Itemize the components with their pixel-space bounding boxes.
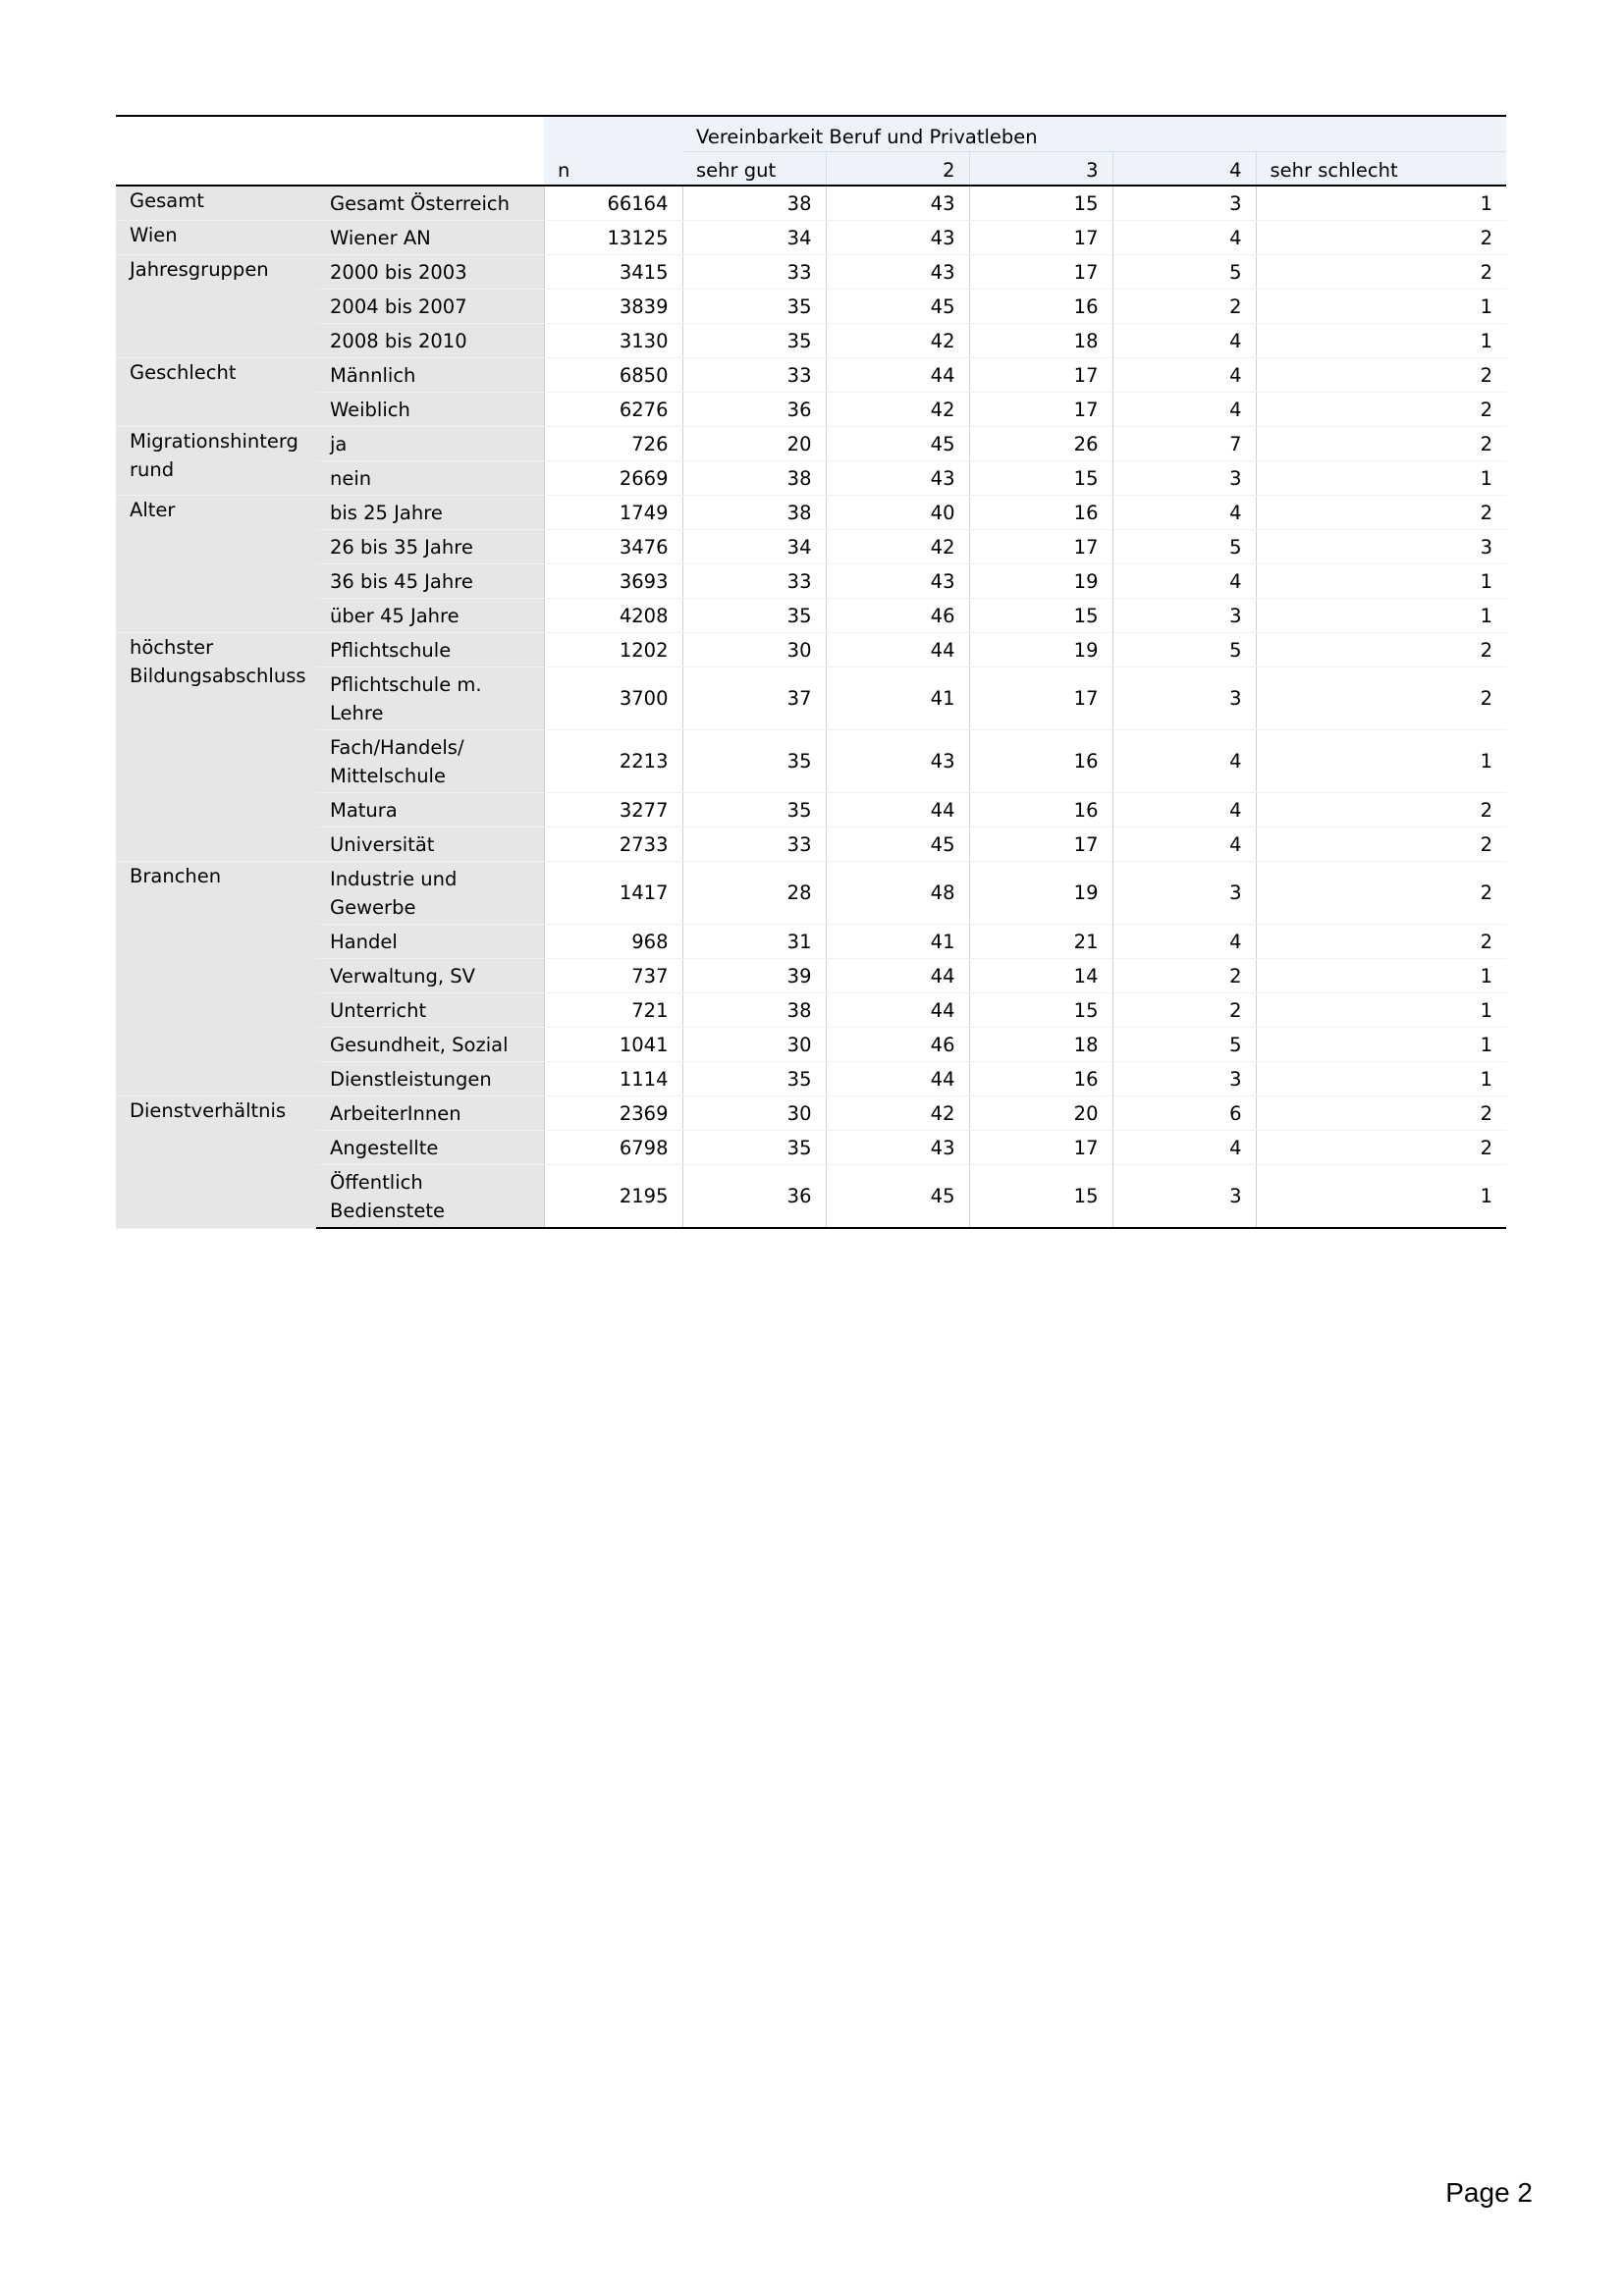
- cell-value: 18: [969, 324, 1112, 358]
- cell-value: 5: [1112, 530, 1256, 564]
- cell-value: 35: [682, 793, 826, 828]
- row-label: 2008 bis 2010: [316, 324, 544, 358]
- cell-value: 17: [969, 1131, 1112, 1165]
- row-label: bis 25 Jahre: [316, 496, 544, 530]
- row-label: Angestellte: [316, 1131, 544, 1165]
- cell-value: 15: [969, 461, 1112, 496]
- table-row: [116, 599, 1506, 633]
- cell-n: 4208: [544, 599, 682, 633]
- cell-n: 1417: [544, 862, 682, 925]
- cell-value: 2: [1256, 358, 1506, 393]
- page-number: Page 2: [1445, 2177, 1533, 2208]
- cell-value: 36: [682, 1165, 826, 1229]
- cell-value: 43: [826, 221, 969, 255]
- cell-value: 3: [1112, 599, 1256, 633]
- table-row: [116, 255, 1506, 290]
- cell-value: 2: [1256, 828, 1506, 862]
- table-row: [116, 358, 1506, 393]
- table-row: [116, 993, 1506, 1028]
- cell-value: 19: [969, 564, 1112, 599]
- cell-value: 39: [682, 959, 826, 993]
- cell-value: 36: [682, 393, 826, 427]
- cell-value: 4: [1112, 730, 1256, 793]
- cell-value: 14: [969, 959, 1112, 993]
- cell-value: 37: [682, 667, 826, 730]
- cell-value: 15: [969, 599, 1112, 633]
- cell-n: 1202: [544, 633, 682, 667]
- cell-value: 26: [969, 427, 1112, 461]
- table-row: [116, 530, 1506, 564]
- cell-value: 1: [1256, 1028, 1506, 1062]
- cell-value: 2: [1256, 496, 1506, 530]
- header-blank-sub-2: [316, 152, 544, 187]
- cell-value: 1: [1256, 1062, 1506, 1096]
- cell-n: 3700: [544, 667, 682, 730]
- row-label: Gesamt Österreich: [316, 186, 544, 221]
- cell-value: 42: [826, 1096, 969, 1131]
- row-group-label: Alter: [116, 496, 316, 633]
- cell-value: 35: [682, 599, 826, 633]
- cell-value: 33: [682, 564, 826, 599]
- cell-value: 17: [969, 221, 1112, 255]
- row-group-label: Jahresgruppen: [116, 255, 316, 358]
- row-label: Dienstleistungen: [316, 1062, 544, 1096]
- cell-value: 4: [1112, 828, 1256, 862]
- cell-value: 6: [1112, 1096, 1256, 1131]
- cell-n: 737: [544, 959, 682, 993]
- cell-n: 2669: [544, 461, 682, 496]
- cell-value: 38: [682, 461, 826, 496]
- cell-value: 2: [1256, 255, 1506, 290]
- cell-value: 15: [969, 1165, 1112, 1229]
- cell-value: 30: [682, 1096, 826, 1131]
- cell-n: 1041: [544, 1028, 682, 1062]
- cell-value: 1: [1256, 186, 1506, 221]
- cell-value: 38: [682, 496, 826, 530]
- cell-value: 19: [969, 633, 1112, 667]
- row-label: Verwaltung, SV: [316, 959, 544, 993]
- cell-value: 35: [682, 1062, 826, 1096]
- cell-value: 16: [969, 496, 1112, 530]
- header-blank-group: [116, 116, 316, 152]
- table-row: [116, 730, 1506, 793]
- row-group-label: Wien: [116, 221, 316, 255]
- cell-n: 2733: [544, 828, 682, 862]
- cell-value: 3: [1256, 530, 1506, 564]
- cell-value: 1: [1256, 1165, 1506, 1229]
- cell-value: 20: [969, 1096, 1112, 1131]
- cell-value: 44: [826, 993, 969, 1028]
- cell-value: 15: [969, 186, 1112, 221]
- cell-value: 17: [969, 358, 1112, 393]
- cell-value: 1: [1256, 564, 1506, 599]
- cell-value: 3: [1112, 186, 1256, 221]
- cell-value: 1: [1256, 730, 1506, 793]
- cell-value: 30: [682, 633, 826, 667]
- cell-value: 2: [1256, 393, 1506, 427]
- header-category: sehr gut: [682, 152, 826, 187]
- row-group-label: Migrationshintergrund: [116, 427, 316, 496]
- cell-value: 45: [826, 1165, 969, 1229]
- cell-value: 35: [682, 290, 826, 324]
- cell-value: 4: [1112, 221, 1256, 255]
- table-row: [116, 1062, 1506, 1096]
- cell-value: 28: [682, 862, 826, 925]
- row-label: Unterricht: [316, 993, 544, 1028]
- cell-n: 3476: [544, 530, 682, 564]
- row-label: nein: [316, 461, 544, 496]
- cell-value: 1: [1256, 959, 1506, 993]
- cell-value: 16: [969, 1062, 1112, 1096]
- cell-value: 3: [1112, 1062, 1256, 1096]
- row-group-label: Geschlecht: [116, 358, 316, 427]
- cell-value: 2: [1256, 221, 1506, 255]
- cell-value: 17: [969, 667, 1112, 730]
- cell-value: 2: [1256, 633, 1506, 667]
- cell-n: 721: [544, 993, 682, 1028]
- table-row: [116, 862, 1506, 925]
- cell-value: 44: [826, 959, 969, 993]
- cell-value: 3: [1112, 461, 1256, 496]
- table-row: [116, 1131, 1506, 1165]
- row-label: Universität: [316, 828, 544, 862]
- row-group-label: Dienstverhältnis: [116, 1096, 316, 1229]
- table-row: [116, 667, 1506, 730]
- row-label: Fach/Handels/ Mittelschule: [316, 730, 544, 793]
- cell-value: 2: [1256, 427, 1506, 461]
- cell-n: 66164: [544, 186, 682, 221]
- table-row: [116, 633, 1506, 667]
- cell-value: 35: [682, 324, 826, 358]
- cell-n: 3415: [544, 255, 682, 290]
- cell-value: 44: [826, 793, 969, 828]
- table-row: [116, 1096, 1506, 1131]
- cell-n: 3277: [544, 793, 682, 828]
- row-label: 36 bis 45 Jahre: [316, 564, 544, 599]
- table-row: [116, 186, 1506, 221]
- table-row: [116, 793, 1506, 828]
- cell-value: 42: [826, 530, 969, 564]
- cell-value: 18: [969, 1028, 1112, 1062]
- row-group-label: höchster Bildungsabschluss: [116, 633, 316, 862]
- header-blank-sub: [316, 116, 544, 152]
- cell-value: 2: [1112, 993, 1256, 1028]
- cell-value: 4: [1112, 564, 1256, 599]
- cell-value: 43: [826, 461, 969, 496]
- row-label: Weiblich: [316, 393, 544, 427]
- cell-value: 4: [1112, 496, 1256, 530]
- header-category: 3: [969, 152, 1112, 187]
- header-category: 4: [1112, 152, 1256, 187]
- cell-value: 1: [1256, 290, 1506, 324]
- cell-value: 17: [969, 530, 1112, 564]
- cell-n: 6276: [544, 393, 682, 427]
- table-row: [116, 393, 1506, 427]
- header-category: 2: [826, 152, 969, 187]
- cell-value: 40: [826, 496, 969, 530]
- cell-value: 4: [1112, 1131, 1256, 1165]
- cell-value: 17: [969, 828, 1112, 862]
- cell-value: 16: [969, 290, 1112, 324]
- cell-n: 2213: [544, 730, 682, 793]
- table-row: [116, 828, 1506, 862]
- table-row: [116, 959, 1506, 993]
- row-label: Gesundheit, Sozial: [316, 1028, 544, 1062]
- cell-value: 45: [826, 828, 969, 862]
- cell-value: 5: [1112, 255, 1256, 290]
- cell-n: 6850: [544, 358, 682, 393]
- row-label: Matura: [316, 793, 544, 828]
- cell-value: 38: [682, 186, 826, 221]
- row-label: Industrie und Gewerbe: [316, 862, 544, 925]
- row-label: ArbeiterInnen: [316, 1096, 544, 1131]
- cell-value: 3: [1112, 667, 1256, 730]
- row-label: Pflichtschule: [316, 633, 544, 667]
- table-body: [116, 186, 1506, 1228]
- cell-value: 16: [969, 793, 1112, 828]
- header-n: n: [544, 152, 682, 187]
- cell-value: 4: [1112, 358, 1256, 393]
- table-row: [116, 564, 1506, 599]
- cell-value: 4: [1112, 393, 1256, 427]
- cell-n: 3130: [544, 324, 682, 358]
- column-group-header: Vereinbarkeit Beruf und Privatleben: [682, 116, 1506, 152]
- cell-value: 31: [682, 925, 826, 959]
- cell-value: 38: [682, 993, 826, 1028]
- cell-n: 1749: [544, 496, 682, 530]
- cell-value: 2: [1112, 959, 1256, 993]
- row-label: Wiener AN: [316, 221, 544, 255]
- cell-value: 35: [682, 730, 826, 793]
- cell-value: 48: [826, 862, 969, 925]
- cell-value: 2: [1256, 1131, 1506, 1165]
- cell-value: 1: [1256, 993, 1506, 1028]
- cell-value: 42: [826, 324, 969, 358]
- header-n-spacer: [544, 116, 682, 152]
- cell-value: 44: [826, 358, 969, 393]
- cell-value: 2: [1256, 925, 1506, 959]
- cell-n: 6798: [544, 1131, 682, 1165]
- cell-value: 44: [826, 633, 969, 667]
- header-blank-group-2: [116, 152, 316, 187]
- cell-n: 2195: [544, 1165, 682, 1229]
- cell-value: 17: [969, 393, 1112, 427]
- cell-value: 46: [826, 1028, 969, 1062]
- cell-value: 21: [969, 925, 1112, 959]
- row-label: über 45 Jahre: [316, 599, 544, 633]
- table-row: [116, 925, 1506, 959]
- cell-value: 33: [682, 255, 826, 290]
- cell-value: 3: [1112, 862, 1256, 925]
- table-row: [116, 221, 1506, 255]
- cell-value: 1: [1256, 599, 1506, 633]
- cell-value: 15: [969, 993, 1112, 1028]
- table-row: [116, 324, 1506, 358]
- cell-n: 3839: [544, 290, 682, 324]
- row-label: Pflichtschule m. Lehre: [316, 667, 544, 730]
- cell-value: 43: [826, 730, 969, 793]
- cell-value: 33: [682, 828, 826, 862]
- cell-n: 968: [544, 925, 682, 959]
- cell-value: 41: [826, 667, 969, 730]
- cell-value: 43: [826, 186, 969, 221]
- row-label: Handel: [316, 925, 544, 959]
- cell-value: 20: [682, 427, 826, 461]
- cell-n: 726: [544, 427, 682, 461]
- cell-value: 1: [1256, 461, 1506, 496]
- cell-value: 45: [826, 427, 969, 461]
- cell-value: 44: [826, 1062, 969, 1096]
- header-category: sehr schlecht: [1256, 152, 1506, 187]
- cell-value: 41: [826, 925, 969, 959]
- cell-value: 2: [1112, 290, 1256, 324]
- cell-n: 3693: [544, 564, 682, 599]
- table-row: [116, 427, 1506, 461]
- table-row: [116, 1028, 1506, 1062]
- cell-value: 33: [682, 358, 826, 393]
- cell-value: 30: [682, 1028, 826, 1062]
- cell-value: 19: [969, 862, 1112, 925]
- cell-value: 43: [826, 1131, 969, 1165]
- cell-value: 34: [682, 221, 826, 255]
- cell-n: 1114: [544, 1062, 682, 1096]
- cell-value: 2: [1256, 793, 1506, 828]
- cell-value: 4: [1112, 324, 1256, 358]
- cell-value: 16: [969, 730, 1112, 793]
- cell-value: 4: [1112, 793, 1256, 828]
- row-group-label: Branchen: [116, 862, 316, 1096]
- cell-value: 46: [826, 599, 969, 633]
- row-label: Öffentlich Bedienstete: [316, 1165, 544, 1229]
- cell-value: 17: [969, 255, 1112, 290]
- header-row-group: [116, 116, 1506, 152]
- cell-value: 5: [1112, 1028, 1256, 1062]
- cell-value: 7: [1112, 427, 1256, 461]
- cell-n: 2369: [544, 1096, 682, 1131]
- cell-n: 13125: [544, 221, 682, 255]
- cell-value: 2: [1256, 667, 1506, 730]
- cell-value: 42: [826, 393, 969, 427]
- cell-value: 35: [682, 1131, 826, 1165]
- table-row: [116, 461, 1506, 496]
- cell-value: 2: [1256, 1096, 1506, 1131]
- cell-value: 2: [1256, 862, 1506, 925]
- table-row: [116, 290, 1506, 324]
- row-label: 2000 bis 2003: [316, 255, 544, 290]
- cell-value: 1: [1256, 324, 1506, 358]
- cell-value: 43: [826, 564, 969, 599]
- cell-value: 43: [826, 255, 969, 290]
- row-label: Männlich: [316, 358, 544, 393]
- table-row: [116, 496, 1506, 530]
- cell-value: 4: [1112, 925, 1256, 959]
- row-label: 26 bis 35 Jahre: [316, 530, 544, 564]
- cell-value: 5: [1112, 633, 1256, 667]
- crosstab-table: [116, 115, 1506, 1229]
- table-row: [116, 1165, 1506, 1229]
- row-group-label: Gesamt: [116, 186, 316, 221]
- header-row-categories: [116, 152, 1506, 187]
- cell-value: 3: [1112, 1165, 1256, 1229]
- cell-value: 45: [826, 290, 969, 324]
- row-label: 2004 bis 2007: [316, 290, 544, 324]
- row-label: ja: [316, 427, 544, 461]
- cell-value: 34: [682, 530, 826, 564]
